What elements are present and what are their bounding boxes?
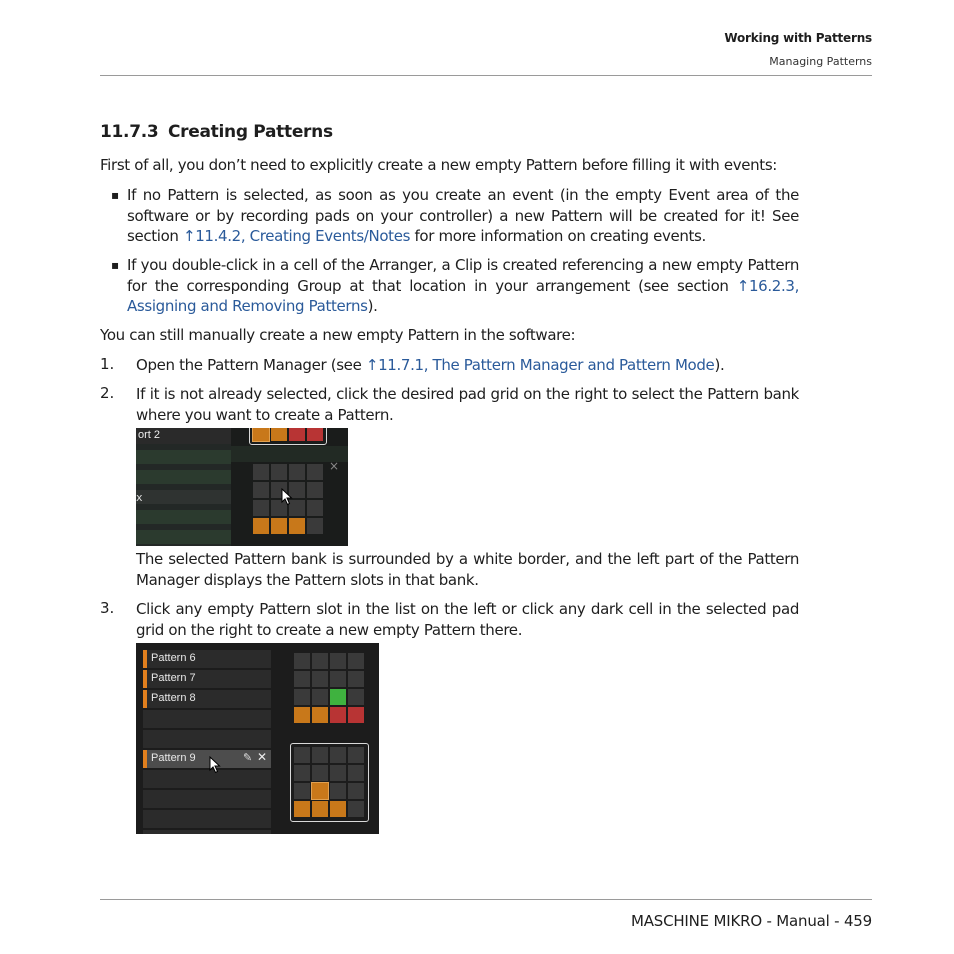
pattern-color-bar xyxy=(143,650,147,668)
pattern-slot-label: Pattern 7 xyxy=(151,672,196,684)
bullet-item xyxy=(127,255,799,317)
step-number: 1. xyxy=(100,355,115,373)
pad-cell[interactable] xyxy=(307,482,323,498)
pad-cell[interactable] xyxy=(289,428,305,441)
pad-cell[interactable] xyxy=(294,707,310,723)
pad-cell[interactable] xyxy=(253,464,269,480)
section-number: 11.7.3 xyxy=(100,122,159,142)
pad-cell[interactable] xyxy=(271,428,287,441)
pad-cell[interactable] xyxy=(348,801,364,817)
pattern-slot-label: Pattern 8 xyxy=(151,692,196,704)
bullet-text: for more information on creating events. xyxy=(410,227,706,245)
pattern-color-bar xyxy=(143,670,147,688)
group-label: ort 2 xyxy=(138,429,161,441)
pad-cell[interactable] xyxy=(271,464,287,480)
pattern-slot[interactable] xyxy=(143,690,271,708)
pad-cell[interactable] xyxy=(253,518,269,534)
step-text: Click any empty Pattern slot in the list on the left or click any dark cell in the selected pad grid on the right to create a new empty Pattern there. xyxy=(136,600,799,639)
bullet-text: ). xyxy=(367,297,378,315)
pad-cell[interactable] xyxy=(312,765,328,781)
pad-cell[interactable] xyxy=(294,783,310,799)
delete-icon[interactable]: ✕ xyxy=(257,750,268,764)
pad-cell[interactable] xyxy=(348,747,364,763)
pad-cell[interactable] xyxy=(312,747,328,763)
manual-paragraph: You can still manually create a new empty Pattern in the software: xyxy=(100,326,576,344)
pad-cell[interactable] xyxy=(312,689,328,705)
pad-cell[interactable] xyxy=(348,707,364,723)
pad-cell[interactable] xyxy=(253,428,269,441)
pad-cell[interactable] xyxy=(294,747,310,763)
pad-cell[interactable] xyxy=(348,653,364,669)
pad-cell[interactable] xyxy=(307,518,323,534)
pad-cell[interactable] xyxy=(330,765,346,781)
pattern-slot-label: Pattern 6 xyxy=(151,652,196,664)
pad-cell[interactable] xyxy=(294,689,310,705)
bullet-item xyxy=(127,185,799,247)
pattern-manager-screenshot xyxy=(136,643,379,834)
pad-cell[interactable] xyxy=(330,653,346,669)
pattern-slot-empty[interactable] xyxy=(143,770,271,788)
mouse-cursor-icon xyxy=(209,756,221,774)
pattern-slot-empty[interactable] xyxy=(143,830,271,834)
pattern-slot[interactable] xyxy=(143,650,271,668)
arranger-lane xyxy=(136,530,231,544)
arranger-lane xyxy=(136,490,231,504)
pad-cell[interactable] xyxy=(312,707,328,723)
pad-cell[interactable] xyxy=(289,464,305,480)
lane-marker: x xyxy=(136,491,143,504)
pad-cell[interactable] xyxy=(294,765,310,781)
mouse-cursor-icon xyxy=(281,488,293,506)
pad-cell[interactable] xyxy=(348,689,364,705)
pad-cell[interactable] xyxy=(289,518,305,534)
step-text xyxy=(136,355,799,376)
intro-paragraph: First of all, you don’t need to explicitly create a new empty Pattern before filling it with events: xyxy=(100,156,777,174)
pad-cell[interactable] xyxy=(294,671,310,687)
arranger-lane xyxy=(136,510,231,524)
pad-cell[interactable] xyxy=(312,653,328,669)
pad-cell[interactable] xyxy=(253,500,269,516)
pad-cell[interactable] xyxy=(330,783,346,799)
pad-cell-selected[interactable] xyxy=(312,783,328,799)
pad-cell[interactable] xyxy=(307,428,323,441)
pad-cell[interactable] xyxy=(330,689,346,705)
section-heading xyxy=(100,122,333,142)
pattern-slot-selected[interactable] xyxy=(143,750,271,768)
step-number: 2. xyxy=(100,384,115,402)
bullet-text: If no Pattern is selected, as soon as you create an event (in the empty Event area of the software or by recording pads on your controller) a new Pattern will be created for it! See section xyxy=(127,186,799,245)
bullet-marker: ▪ xyxy=(111,258,120,272)
pattern-bank-screenshot xyxy=(136,428,348,546)
pattern-color-bar xyxy=(143,750,147,768)
step-text: If it is not already selected, click the desired pad grid on the right to select the Pattern bank where you want to create a Pattern. xyxy=(136,385,799,424)
step-number: 3. xyxy=(100,599,115,617)
page-footer: MASCHINE MIKRO - Manual - 459 xyxy=(630,912,872,930)
section-title: Creating Patterns xyxy=(168,122,333,142)
pad-cell[interactable] xyxy=(348,671,364,687)
pad-cell[interactable] xyxy=(294,801,310,817)
pattern-slot-label: Pattern 9 xyxy=(151,752,196,764)
step-text-part: ). xyxy=(714,356,725,374)
pattern-color-bar xyxy=(143,690,147,708)
pad-cell[interactable] xyxy=(348,765,364,781)
arranger-lane xyxy=(136,450,231,464)
header-rule xyxy=(100,75,872,76)
bullet-marker: ▪ xyxy=(111,188,120,202)
link-pattern-manager[interactable]: ↑11.7.1, The Pattern Manager and Pattern Mode xyxy=(365,356,715,374)
pad-cell[interactable] xyxy=(330,801,346,817)
close-icon[interactable]: × xyxy=(329,459,340,473)
pad-cell[interactable] xyxy=(348,783,364,799)
pad-cell[interactable] xyxy=(271,518,287,534)
pad-cell[interactable] xyxy=(307,500,323,516)
running-header-chapter: Working with Patterns xyxy=(724,31,872,45)
pad-cell[interactable] xyxy=(330,747,346,763)
running-header-section: Managing Patterns xyxy=(769,55,872,68)
pattern-slot-empty[interactable] xyxy=(143,810,271,828)
bullet-text: If you double-click in a cell of the Arranger, a Clip is created referencing a new empty Pattern for the corresponding Group at that location in your arrangement (see section xyxy=(127,256,799,295)
pad-cell[interactable] xyxy=(312,801,328,817)
arranger-area xyxy=(136,428,231,546)
step-note: The selected Pattern bank is surrounded by a white border, and the left part of the Pattern Manager displays the Pattern slots in that bank. xyxy=(136,550,799,589)
pattern-slot-empty[interactable] xyxy=(143,710,271,728)
pattern-slot-empty[interactable] xyxy=(143,790,271,808)
link-creating-events[interactable]: ↑11.4.2, Creating Events/Notes xyxy=(183,227,411,245)
pad-cell[interactable] xyxy=(330,707,346,723)
pad-cell[interactable] xyxy=(312,671,328,687)
pattern-slot[interactable] xyxy=(143,670,271,688)
pad-cell[interactable] xyxy=(294,653,310,669)
pad-cell[interactable] xyxy=(307,464,323,480)
edit-pencil-icon[interactable]: ✎ xyxy=(243,751,253,764)
arranger-lane xyxy=(136,470,231,484)
footer-rule xyxy=(100,899,872,900)
pad-cell[interactable] xyxy=(253,482,269,498)
pad-cell[interactable] xyxy=(330,671,346,687)
step-text-part: Open the Pattern Manager (see xyxy=(136,356,366,374)
pattern-slot-empty[interactable] xyxy=(143,730,271,748)
link-assigning-patterns[interactable]: ↑16.2.3, Assigning and Removing Patterns xyxy=(127,276,799,315)
